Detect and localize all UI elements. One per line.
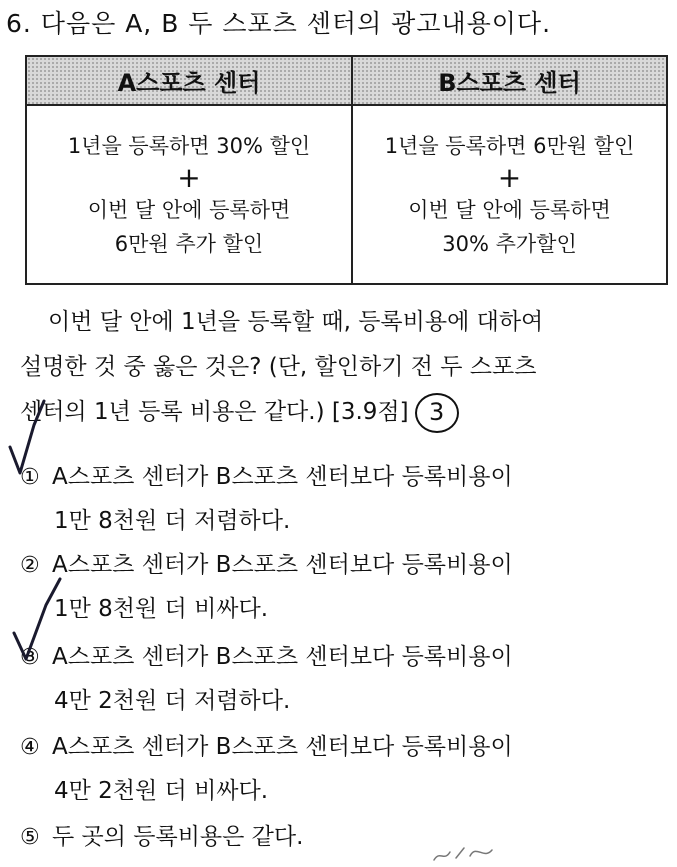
center-b-offer: [353, 106, 666, 283]
center-a-plus: +: [177, 160, 201, 194]
center-b-line2: 이번 달 안에 등록하면: [408, 197, 611, 222]
choice-3[interactable]: [20, 635, 670, 723]
stem-line-1: 이번 달 안에 1년을 등록할 때, 등록비용에 대하여: [48, 309, 544, 335]
choice-4[interactable]: [20, 725, 670, 813]
choice-number: ①: [20, 465, 40, 490]
center-a-line2: 이번 달 안에 등록하면: [87, 197, 291, 222]
center-b-plus: +: [497, 160, 522, 194]
choice-number: ⑤: [20, 825, 40, 850]
question-header: 6. 다음은 A, B 두 스포츠 센터의 광고내용이다.: [6, 9, 552, 38]
choice-number: ③: [20, 645, 40, 670]
choice-text-line1: A스포츠 센터가 B스포츠 센터보다 등록비용이: [52, 464, 513, 490]
choice-2[interactable]: [20, 543, 670, 631]
choice-text-line1: 두 곳의 등록비용은 같다.: [52, 824, 304, 850]
choice-number: ②: [20, 553, 40, 578]
choice-text-line2: 4만 2천원 더 저렴하다.: [54, 688, 291, 714]
center-b-line1: 1년을 등록하면 6만원 할인: [384, 133, 635, 158]
ad-comparison-table: [25, 55, 668, 285]
center-b-title: B스포츠 센터: [353, 57, 666, 106]
pen-scribble: [430, 838, 500, 866]
choice-text-line1: A스포츠 센터가 B스포츠 센터보다 등록비용이: [52, 734, 513, 760]
stem-line-3: 센터의 1년 등록 비용은 같다.) [3.9점]: [20, 399, 409, 425]
center-a-line1: 1년을 등록하면 30% 할인: [67, 133, 311, 158]
center-a-offer: [27, 106, 353, 283]
choice-text-line1: A스포츠 센터가 B스포츠 센터보다 등록비용이: [52, 644, 513, 670]
choice-text-line2: 1만 8천원 더 비싸다.: [54, 596, 269, 622]
choice-text-line2: 1만 8천원 더 저렴하다.: [54, 508, 291, 534]
choice-5[interactable]: [20, 815, 670, 859]
stem-line-3-wrap: [20, 390, 670, 435]
handwritten-answer-circle: 3: [415, 393, 459, 433]
choice-number: ④: [20, 735, 40, 760]
center-a-line3: 6만원 추가 할인: [114, 231, 264, 256]
choice-1[interactable]: [20, 455, 670, 543]
choice-text-line1: A스포츠 센터가 B스포츠 센터보다 등록비용이: [52, 552, 513, 578]
stem-line-2: 설명한 것 중 옳은 것은? (단, 할인하기 전 두 스포츠: [20, 354, 537, 380]
center-b-line3: 30% 추가할인: [442, 231, 577, 256]
choice-text-line2: 4만 2천원 더 비싸다.: [54, 778, 269, 804]
center-a-title: A스포츠 센터: [27, 57, 353, 106]
question-stem: [20, 300, 670, 435]
